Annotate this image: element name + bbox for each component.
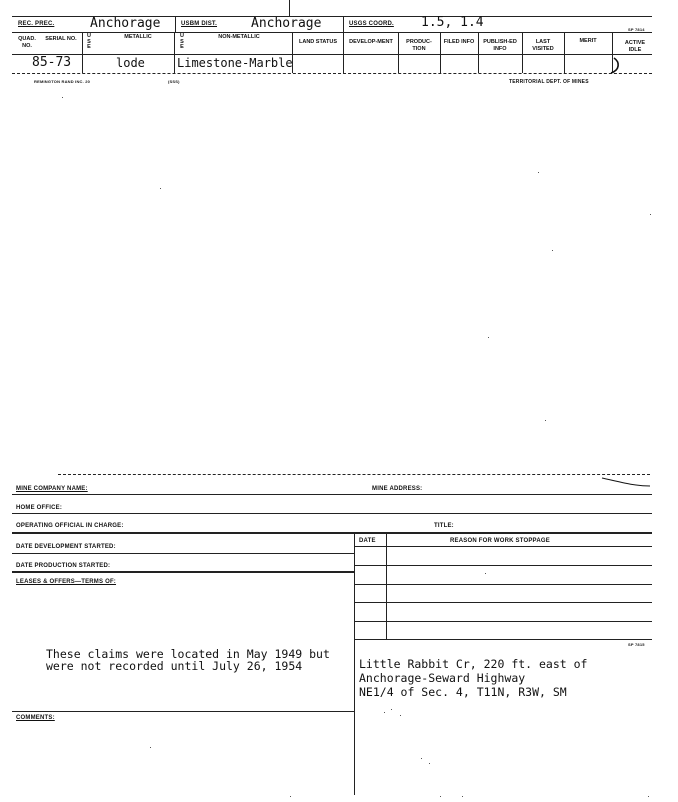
- mine-address-label: MINE ADDRESS:: [372, 486, 423, 492]
- title-label: TITLE:: [434, 523, 454, 529]
- comments-label: COMMENTS:: [16, 715, 55, 721]
- divider: [398, 32, 399, 73]
- rule: [12, 571, 354, 573]
- home-office-label: HOME OFFICE:: [16, 505, 63, 511]
- col-merit: MERIT: [579, 38, 597, 44]
- location-line2: Anchorage-Seward Highway: [359, 671, 526, 685]
- form-number: SP 7814: [628, 27, 645, 32]
- col-land-status: LAND STATUS: [299, 39, 337, 45]
- speck: [545, 420, 546, 421]
- form-number-bottom: SP 7815: [628, 642, 645, 647]
- col-last-visited: LAST VISITED: [532, 39, 554, 52]
- col-active-idle: ACTIVE IDLE: [624, 40, 646, 53]
- rule: [354, 546, 652, 547]
- rule: [354, 565, 652, 566]
- speck: [391, 709, 392, 710]
- non-metallic-value: Limestone-Marble: [177, 56, 293, 70]
- speck: [462, 796, 463, 797]
- speck: [290, 796, 291, 797]
- divider: [174, 32, 175, 73]
- operating-official-label: OPERATING OFFICIAL IN CHARGE:: [16, 523, 124, 529]
- speck: [488, 337, 489, 338]
- col-use-metallic: U S E: [87, 33, 91, 50]
- speck: [429, 763, 430, 764]
- footer-left: REMINGTON RAND INC. 20: [34, 79, 91, 84]
- rule: [354, 639, 652, 640]
- divider: [478, 32, 479, 73]
- rule: [12, 711, 354, 712]
- usbm-dist-value: Anchorage: [251, 16, 322, 31]
- rule: [58, 474, 650, 475]
- speck: [538, 172, 539, 173]
- speck: [150, 747, 151, 748]
- divider: [354, 533, 355, 795]
- usgs-coord-label: USGS COORD.: [349, 21, 394, 27]
- footer-mid: (SSS): [168, 79, 180, 84]
- date-col-header: DATE: [359, 538, 376, 544]
- divider: [343, 16, 344, 32]
- col-production: PRODUC-TION: [406, 39, 432, 52]
- rule: [12, 54, 652, 55]
- rule: [12, 532, 652, 534]
- speck: [400, 715, 401, 716]
- speck: [62, 97, 63, 98]
- date-prod-label: DATE PRODUCTION STARTED:: [16, 563, 111, 569]
- metallic-value: lode: [116, 56, 145, 70]
- speck: [552, 250, 553, 251]
- col-non-metallic: NON-METALLIC: [218, 34, 260, 40]
- active-mark: [606, 56, 626, 76]
- speck: [648, 796, 649, 797]
- rec-prec-label: REC. PREC.: [18, 21, 55, 27]
- divider: [564, 32, 565, 73]
- col-development: DEVELOP-MENT: [349, 39, 393, 45]
- divider: [386, 533, 387, 639]
- col-published-info: PUBLISH-ED INFO: [483, 39, 517, 52]
- mine-company-label: MINE COMPANY NAME:: [16, 486, 88, 492]
- reason-col-header: REASON FOR WORK STOPPAGE: [450, 538, 550, 544]
- leases-note-line1: These claims were located in May 1949 but: [46, 647, 330, 661]
- leases-note-line2: were not recorded until July 26, 1954: [46, 659, 303, 673]
- rule: [354, 621, 652, 622]
- speck: [440, 796, 441, 797]
- date-dev-label: DATE DEVELOPMENT STARTED:: [16, 544, 116, 550]
- leases-label: LEASES & OFFERS—TERMS OF:: [16, 579, 117, 585]
- location-line1: Little Rabbit Cr, 220 ft. east of: [359, 657, 588, 671]
- speck: [160, 188, 161, 189]
- rule: [354, 602, 652, 603]
- speck: [421, 758, 422, 759]
- usgs-coord-value: 1.5, 1.4: [421, 15, 484, 30]
- footer-right: TERRITORIAL DEPT. OF MINES: [509, 79, 589, 85]
- divider: [343, 32, 344, 73]
- divider: [440, 32, 441, 73]
- col-metallic: METALLIC: [124, 34, 152, 40]
- rule: [12, 513, 652, 514]
- rule: [12, 553, 354, 554]
- divider: [175, 16, 176, 32]
- speck: [384, 712, 385, 713]
- rec-prec-value: Anchorage: [90, 16, 161, 31]
- divider: [522, 32, 523, 73]
- card-edge: [600, 474, 652, 490]
- usbm-dist-label: USBM DIST.: [181, 21, 218, 27]
- rule: [354, 584, 652, 585]
- quad-serial-value: 85-73: [32, 55, 72, 70]
- rule: [12, 32, 652, 33]
- location-line3: NE1/4 of Sec. 4, T11N, R3W, SM: [359, 685, 567, 699]
- rule: [12, 73, 652, 74]
- col-quad: QUAD. NO.: [18, 36, 36, 49]
- col-use-nonmetallic: U S E: [180, 33, 184, 50]
- speck: [650, 214, 651, 215]
- rule: [12, 494, 652, 495]
- col-filed-info: FILED INFO: [443, 39, 475, 45]
- divider: [82, 32, 83, 73]
- punch-mark: [289, 0, 290, 16]
- col-serial: SERIAL NO.: [45, 36, 77, 42]
- speck: [485, 573, 486, 574]
